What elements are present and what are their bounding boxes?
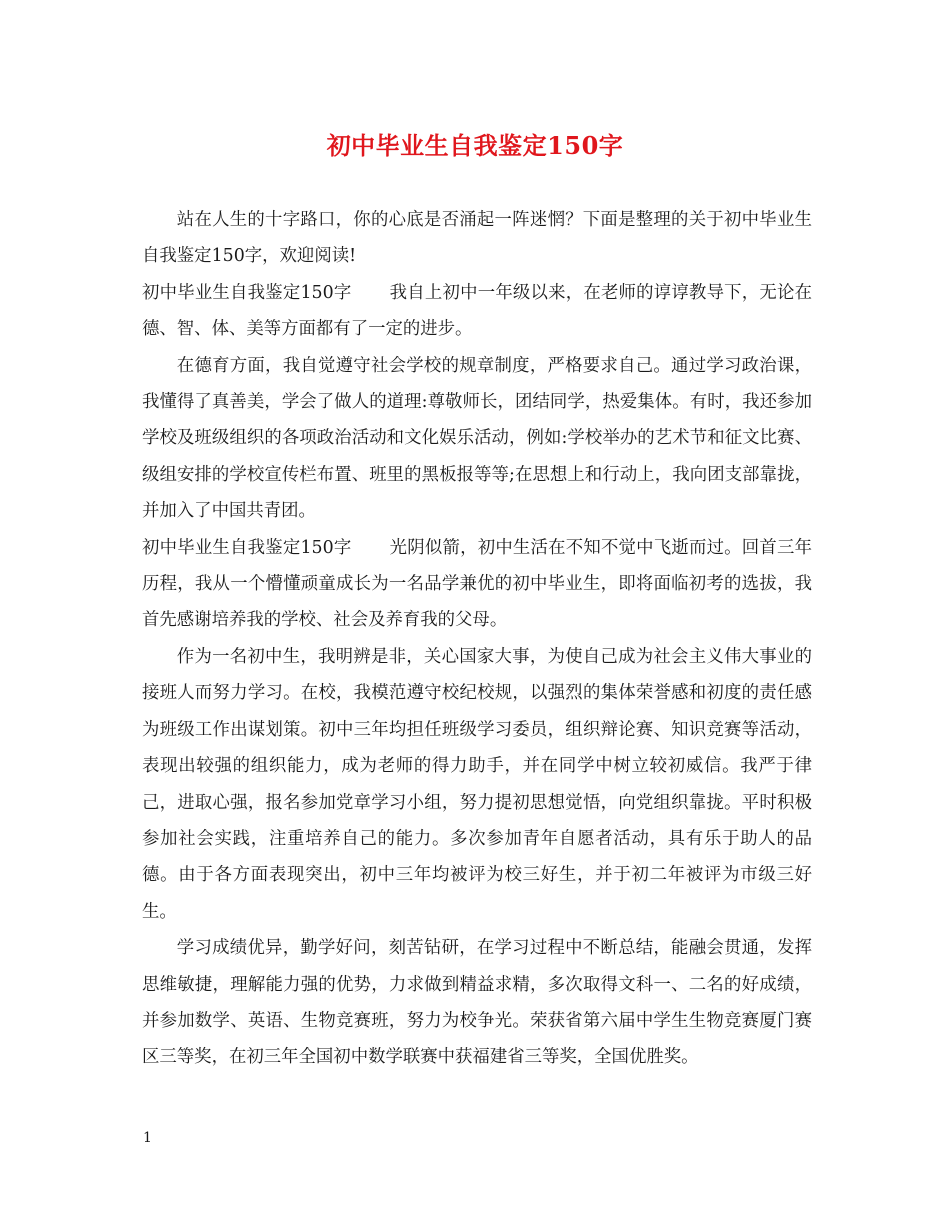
section-paragraph bbox=[142, 530, 812, 639]
section-heading: 初中毕业生自我鉴定150字 bbox=[142, 537, 352, 558]
section-text: 光阴似箭，初中生活在不知不觉中飞逝而过。回首三年历程，我从一个懵懂顽童成长为一名品学兼优的初中毕业生，即将面临初考的选拔，我首先感谢培养我的学校、社会及养育我的父母。 bbox=[142, 537, 812, 631]
body-paragraph: 学习成绩优异，勤学好问，刻苦钻研，在学习过程中不断总结，能融会贯通，发挥思维敏捷，理解能力强的优势，力求做到精益求精，多次取得文科一、二名的好成绩，并参加数学、英语、生物竞赛班，努力为校争光。荣获省第六届中学生生物竞赛厦门赛区三等奖，在初三年全国初中数学联赛中获福建省三等奖，全国优胜奖。 bbox=[142, 938, 812, 1068]
page-number: 1 bbox=[143, 1130, 152, 1146]
document-title: 初中毕业生自我鉴定150字 bbox=[326, 131, 624, 160]
body-paragraph: 在德育方面，我自觉遵守社会学校的规章制度，严格要求自己。通过学习政治课，我懂得了真善美，学会了做人的道理:尊敬师长，团结同学，热爱集体。有时，我还参加学校及班级组织的各项政治活动和文化娱乐活动，例如:学校举办的艺术节和征文比赛、级组安排的学校宣传栏布置、班里的黑板报等等;在思想上和行动上，我向团支部靠拢，并加入了中国共青团。 bbox=[142, 355, 812, 522]
intro-paragraph: 站在人生的十字路口，你的心底是否涌起一阵迷惘？下面是整理的关于初中毕业生自我鉴定150字，欢迎阅读! bbox=[142, 210, 812, 267]
section-text: 我自上初中一年级以来，在老师的谆谆教导下，无论在德、智、体、美等方面都有了一定的进步。 bbox=[142, 282, 812, 340]
body-paragraph: 作为一名初中生，我明辨是非，关心国家大事，为使自己成为社会主义伟大事业的接班人而努力学习。在校，我模范遵守校纪校规，以强烈的集体荣誉感和初度的责任感为班级工作出谋划策。初中三年均担任班级学习委员，组织辩论赛、知识竞赛等活动，表现出较强的组织能力，成为老师的得力助手，并在同学中树立较初威信。我严于律己，进取心强，报名参加党章学习小组，努力提初思想觉悟，向党组织靠拢。平时积极参加社会实践，注重培养自己的能力。多次参加青年自愿者活动，具有乐于助人的品德。由于各方面表现突出，初中三年均被评为校三好生，并于初二年被评为市级三好生。 bbox=[142, 646, 812, 922]
section-heading: 初中毕业生自我鉴定150字 bbox=[142, 282, 352, 303]
section-paragraph bbox=[142, 275, 812, 348]
document-body bbox=[142, 202, 812, 1076]
